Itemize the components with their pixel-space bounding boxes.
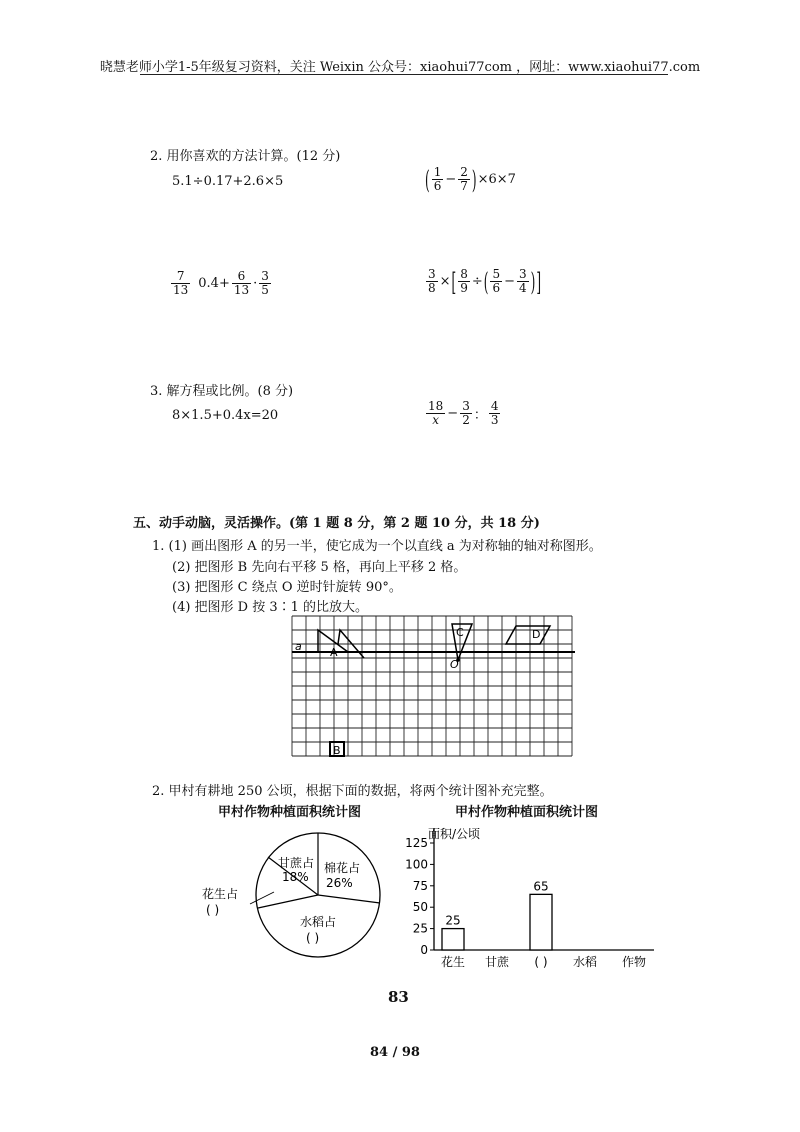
fraction: $\frac{3}{8}$ (428, 267, 436, 295)
pie-label-rice: 水稻占 (300, 915, 337, 929)
pie-blank-rice: ( ) (306, 931, 320, 945)
fraction: $\frac{3}{5}$ (261, 269, 269, 297)
bar-chart (390, 820, 660, 972)
q5-1-item-3: (3) 把图形 C 绕点 O 逆时针旋转 90°。 (172, 580, 402, 595)
fraction: $\frac{6}{13}$ (233, 269, 250, 297)
label-A: A (330, 646, 338, 659)
y-tick-label: 25 (412, 921, 428, 936)
category-label: ( ) (534, 955, 548, 969)
pie-divider (318, 895, 380, 903)
q5-1-item-1: 1. (1) 画出图形 A 的另一半，使它成为一个以直线 a 为对称轴的轴对称图形。 (152, 539, 602, 554)
y-tick-label: 100 (405, 857, 428, 872)
bar-value-label: 25 (445, 913, 461, 928)
q3-title: 3. 解方程或比例。(8 分) (150, 384, 294, 399)
header-rule (140, 74, 668, 75)
fraction: $\frac{2}{7}$ (460, 165, 468, 193)
bar (442, 929, 464, 950)
q2-expr-3: $\frac{7}{13}$ 0.4+ $\frac{6}{13}$ · $\frac{3}{5}$ (173, 269, 269, 297)
pie-chart (200, 820, 400, 970)
q2-expr-1: 5.1÷0.17+2.6×5 (172, 174, 284, 189)
pie-pointer (250, 892, 274, 904)
y-tick-label: 125 (405, 836, 428, 850)
y-tick-label: 0 (420, 943, 428, 957)
pie-label-cotton: 棉花占 (324, 861, 361, 875)
y-tick-label: 50 (412, 900, 428, 915)
fraction: $\frac{3}{2}$ (462, 399, 470, 427)
fraction: $\frac{7}{13}$ (173, 269, 189, 297)
bar-x-label: 作物 (622, 955, 647, 969)
fraction: $\frac{1}{6}$ (433, 165, 442, 193)
fraction: $\frac{4}{3}$ (490, 399, 499, 427)
category-label: 水稻 (572, 955, 598, 969)
q2-title: 2. 用你喜欢的方法计算。(12 分) (150, 149, 341, 164)
label-a: a (295, 640, 302, 653)
fraction: $\frac{18}{x}$ (428, 399, 444, 427)
pie-blank-peanut: ( ) (206, 903, 220, 917)
page-header: 晓慧老师小学1-5年级复习资料，关注 Weixin 公众号：xiaohui77com ，网址：www.xiaohui77.com (99, 60, 701, 75)
shape-d (506, 626, 550, 644)
q5-1-item-2: (2) 把图形 B 先向右平移 5 格，再向上平移 2 格。 (172, 560, 467, 575)
pie-pct-cotton: 26% (326, 876, 353, 890)
pie-label-sugarcane: 甘蔗占 (278, 856, 315, 870)
bar (530, 894, 552, 950)
label-O: O (450, 658, 459, 671)
page-counter: 84 / 98 (370, 1045, 420, 1060)
fraction: $\frac{8}{9}$ (460, 267, 468, 295)
section5-title: 五、动手动脑，灵活操作。(第 1 题 8 分，第 2 题 10 分，共 18 分) (133, 516, 540, 531)
pie-label-peanut: 花生占 (202, 887, 239, 901)
grid-figure (290, 612, 580, 762)
y-tick-label: 75 (412, 878, 428, 893)
category-label: 甘蔗 (484, 955, 510, 969)
q5-1-item-4: (4) 把图形 D 按 3∶1 的比放大。 (172, 600, 369, 615)
page-number: 83 (388, 988, 409, 1006)
q3-expr-1: 8×1.5+0.4x=20 (172, 408, 279, 423)
q3-expr-2: $\frac{18}{x}$ − $\frac{3}{2}$ ： $\frac{4}{3}$ (428, 399, 499, 427)
category-label: 花生 (440, 955, 466, 969)
label-C: C (456, 626, 464, 639)
pie-pct-sugarcane: 18% (282, 870, 309, 884)
fraction: $\frac{5}{6}$ (492, 267, 501, 295)
bar-title: 甲村作物种植面积统计图 (455, 805, 599, 820)
q2-expr-2: ( $\frac{1}{6}$ − $\frac{2}{7}$ ) ×6×7 (425, 164, 516, 195)
label-D: D (532, 628, 541, 641)
bar-value-label: 65 (533, 879, 549, 894)
q2-expr-4: $\frac{3}{8}$ × [ $\frac{8}{9}$ ÷ ( $\frac{5}{6}$ − $\frac{3}{4}$ ) ] (428, 266, 542, 297)
q5-2-text: 2. 甲村有耕地 250 公顷，根据下面的数据，将两个统计图补充完整。 (152, 784, 553, 799)
bar-y-label: 面积/公顷 (428, 827, 481, 841)
pie-divider (258, 895, 318, 908)
pie-title: 甲村作物种植面积统计图 (218, 805, 362, 820)
fraction: $\frac{3}{4}$ (519, 267, 527, 295)
label-B: B (333, 744, 341, 757)
